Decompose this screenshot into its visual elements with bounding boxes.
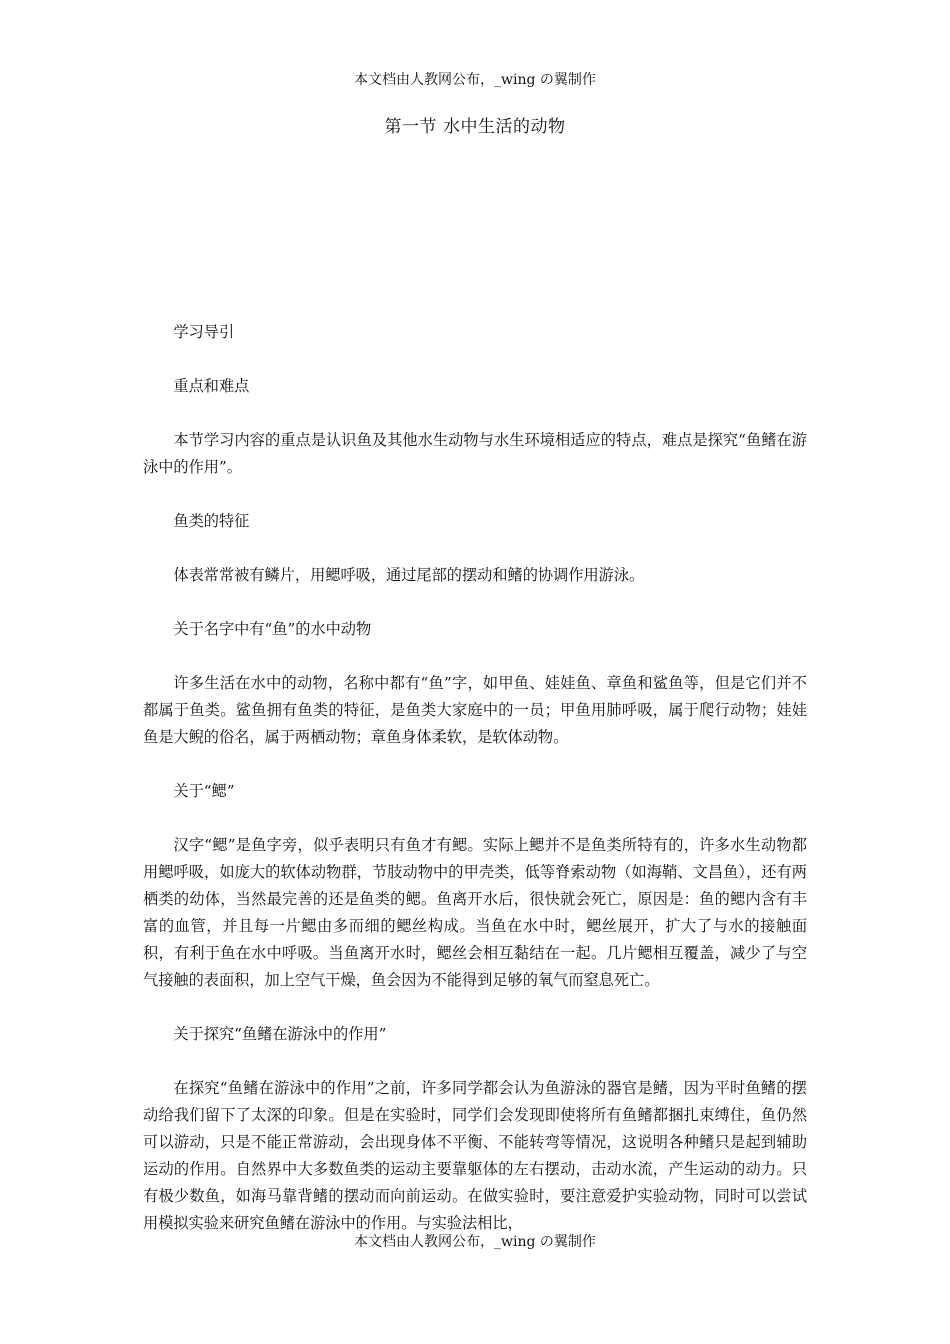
- section-heading-fish-names: 关于名字中有“鱼”的水中动物: [173, 620, 372, 638]
- page-footer: 本文档由人教网公布，_wing の翼制作: [354, 1234, 596, 1250]
- section-heading-guide: 学习导引: [173, 323, 235, 341]
- section-heading-fish-features: 鱼类的特征: [173, 512, 250, 530]
- section-heading-fins: 关于探究“鱼鳍在游泳中的作用”: [173, 1025, 387, 1043]
- paragraph-fish-names: 许多生活在水中的动物，名称中都有“鱼”字，如甲鱼、娃娃鱼、章鱼和鲨鱼等，但是它们并不都属于鱼类。鲨鱼拥有鱼类的特征，是鱼类大家庭中的一员；甲鱼用肺呼吸，属于爬行动物；娃娃鱼是大鲵的俗名，属于两栖动物；章鱼身体柔软，是软体动物。: [143, 674, 807, 746]
- paragraph-key-points: 本节学习内容的重点是认识鱼及其他水生动物与水生环境相适应的特点，难点是探究“鱼鳍在游泳中的作用”。: [143, 431, 807, 476]
- paragraph-fins: 在探究“鱼鳍在游泳中的作用”之前，许多同学都会认为鱼游泳的器官是鳍，因为平时鱼鳍的摆动给我们留下了太深的印象。但是在实验时，同学们会发现即使将所有鱼鳍都捆扎束缚住，鱼仍然可以游动，只是不能正常游动，会出现身体不平衡、不能转弯等情况，这说明各种鳍只是起到辅助运动的作用。自然界中大多数鱼类的运动主要靠躯体的左右摆动，击动水流，产生运动的动力。只有极少数鱼，如海马靠背鳍的摆动而向前运动。在做实验时，要注意爱护实验动物，同时可以尝试用模拟实验来研究鱼鳍在游泳中的作用。与实验法相比，: [143, 1079, 807, 1232]
- page-title: 第一节 水中生活的动物: [384, 117, 566, 137]
- page-header: 本文档由人教网公布，_wing の翼制作: [354, 72, 596, 88]
- section-heading-key-points: 重点和难点: [173, 377, 250, 395]
- section-heading-gills: 关于“鳃”: [173, 782, 235, 800]
- paragraph-fish-features: 体表常常被有鳞片，用鳃呼吸，通过尾部的摆动和鳍的协调作用游泳。: [173, 566, 645, 584]
- document-body: [143, 319, 807, 1264]
- paragraph-gills: 汉字“鳃”是鱼字旁，似乎表明只有鱼才有鳃。实际上鳃并不是鱼类所特有的，许多水生动物都用鳃呼吸，如庞大的软体动物群，节肢动物中的甲壳类，低等脊索动物（如海鞘、文昌鱼），还有两栖类的幼体，当然最完善的还是鱼类的鳃。鱼离开水后，很快就会死亡，原因是：鱼的鳃内含有丰富的血管，并且每一片鳃由多而细的鳃丝构成。当鱼在水中时，鳃丝展开，扩大了与水的接触面积，有利于鱼在水中呼吸。当鱼离开水时，鳃丝会相互黏结在一起。几片鳃相互覆盖，减少了与空气接触的表面积，加上空气干燥，鱼会因为不能得到足够的氧气而窒息死亡。: [143, 836, 807, 989]
